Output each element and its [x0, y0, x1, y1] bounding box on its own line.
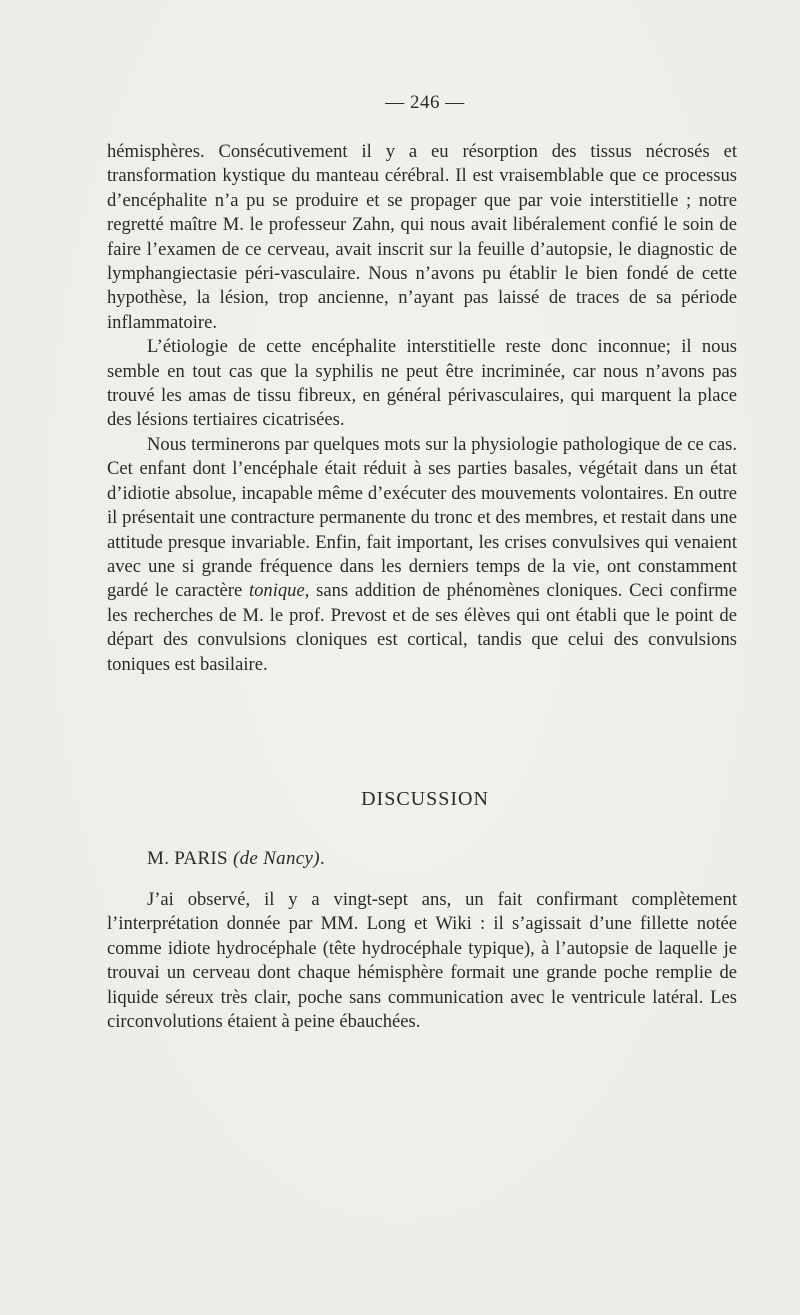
- paragraph-3-text-before: Nous terminerons par quelques mots sur la physiologie pathologique de ce cas. Cet enfant dont l’encéphale était réduit à ses parties basales, végétait dans un état d’idiotie absolue, incapable même d’exécuter des mouvements volontaires. En outre il présentait une contracture permanente du tronc et des membres, et restait dans une attitude presque invariable. Enfin, fait important, les crises convulsives qui venaient avec une si grande fréquence dans les derniers temps de la vie, ont constamment gardé le caractère: [107, 433, 737, 602]
- emphasized-word: tonique: [248, 580, 305, 602]
- paragraph-3: [107, 433, 737, 677]
- discussion-paragraph: J’ai observé, il y a vingt-sept ans, un fait confirmant complètement l’interprétation donnée par MM. Long et Wiki : il s’agissait d’une fillette notée comme idiote hydrocéphale (tête hydrocéphale typique), à l’autopsie de laquelle je trouvai un cerveau dont chaque hémisphère formait une grande poche remplie de liquide séreux très clair, poche sans communication avec le ventricule latéral. Les circonvolutions étaient à peine ébauchées.: [107, 889, 737, 1033]
- paragraph-2: L’étiologie de cette encéphalite interstitielle reste donc inconnue; il nous semble en tout cas que la syphilis ne peut être incriminée, car nous n’avons pas trouvé les amas de tissu fibreux, en général périvasculaires, qui marquent la place des lésions tertiaires cicatrisées.: [107, 336, 737, 431]
- paragraph-1: hémisphères. Consécutivement il y a eu résorption des tissus nécrosés et transformation kystique du manteau cérébral. Il est vraisemblable que ce processus d’encéphalite n’a pu se produire et se propager que par voie interstitielle ; notre regretté maître M. le professeur Zahn, qui nous avait libéralement confié le soin de faire l’examen de ce cerveau, avait inscrit sur la feuille d’autopsie, le diagnostic de lymphangiectasie péri-vasculaire. Nous n’avons pu établir le bien fondé de cette hypothèse, la lésion, trop ancienne, n’ayant pas laissé de traces de sa période inflammatoire.: [107, 141, 737, 333]
- body-text: [107, 140, 737, 677]
- section-heading: DISCUSSION: [361, 788, 489, 810]
- speaker-suffix: .: [319, 848, 325, 869]
- speaker-line: [147, 848, 325, 870]
- speaker-affiliation: (de Nancy): [232, 848, 320, 869]
- page-number: — 246 —: [385, 92, 465, 113]
- paragraph-3-text-after: , sans addition de phénomènes cloniques. Ceci confirme les recherches de M. le prof. Prevost et de ses élèves qui ont établi que le point de départ des convulsions cloniques est cortical, tandis que celui des convulsions toniques est basilaire.: [107, 580, 737, 675]
- discussion-text: [107, 888, 737, 1034]
- speaker-name: M. PARIS: [147, 848, 228, 869]
